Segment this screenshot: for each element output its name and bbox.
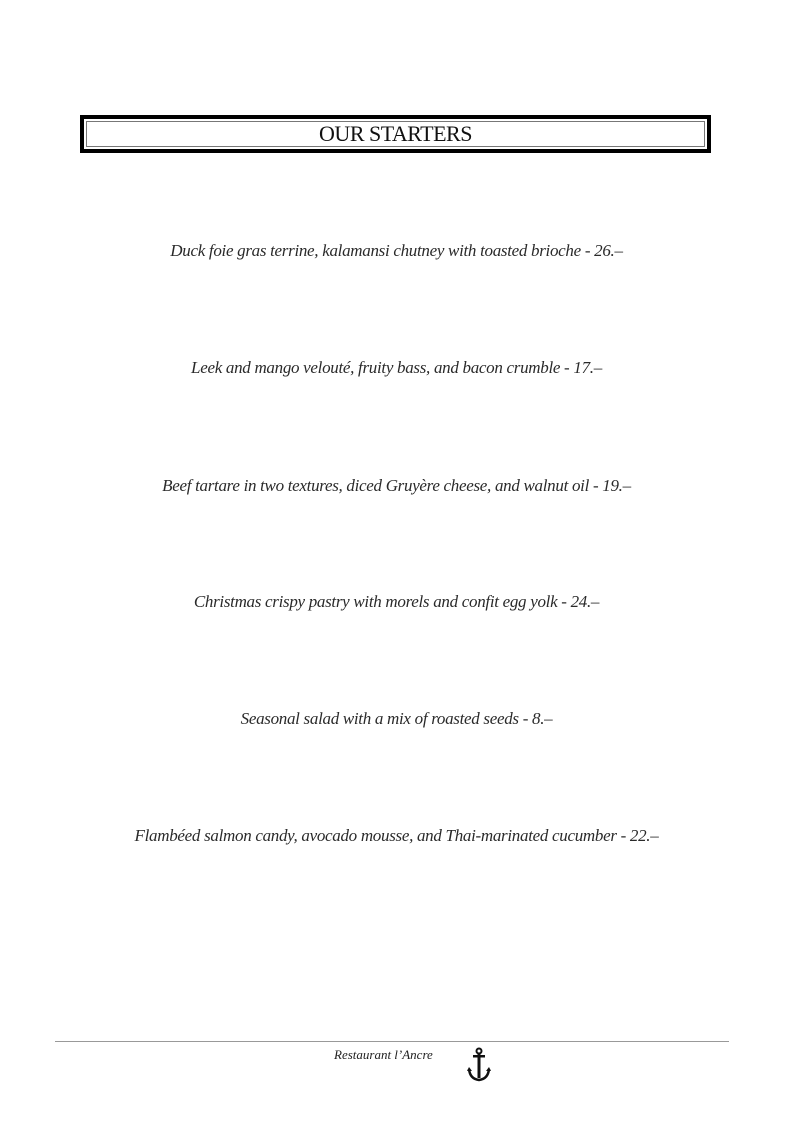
footer-divider <box>55 1041 729 1042</box>
section-title-box <box>80 115 711 153</box>
anchor-icon <box>466 1047 492 1083</box>
section-title: OUR STARTERS <box>86 121 705 147</box>
menu-item: Beef tartare in two textures, diced Gruyère cheese, and walnut oil - 19.– <box>162 476 631 495</box>
menu-item: Duck foie gras terrine, kalamansi chutney with toasted brioche - 26.– <box>170 241 623 260</box>
footer-restaurant-name: Restaurant l’Ancre <box>334 1047 433 1062</box>
menu-item: Leek and mango velouté, fruity bass, and bacon crumble - 17.– <box>191 358 602 377</box>
menu-item: Seasonal salad with a mix of roasted seeds - 8.– <box>240 709 553 728</box>
menu-item: Flambéed salmon candy, avocado mousse, and Thai-marinated cucumber - 22.– <box>134 826 659 845</box>
menu-item: Christmas crispy pastry with morels and confit egg yolk - 24.– <box>193 592 600 611</box>
